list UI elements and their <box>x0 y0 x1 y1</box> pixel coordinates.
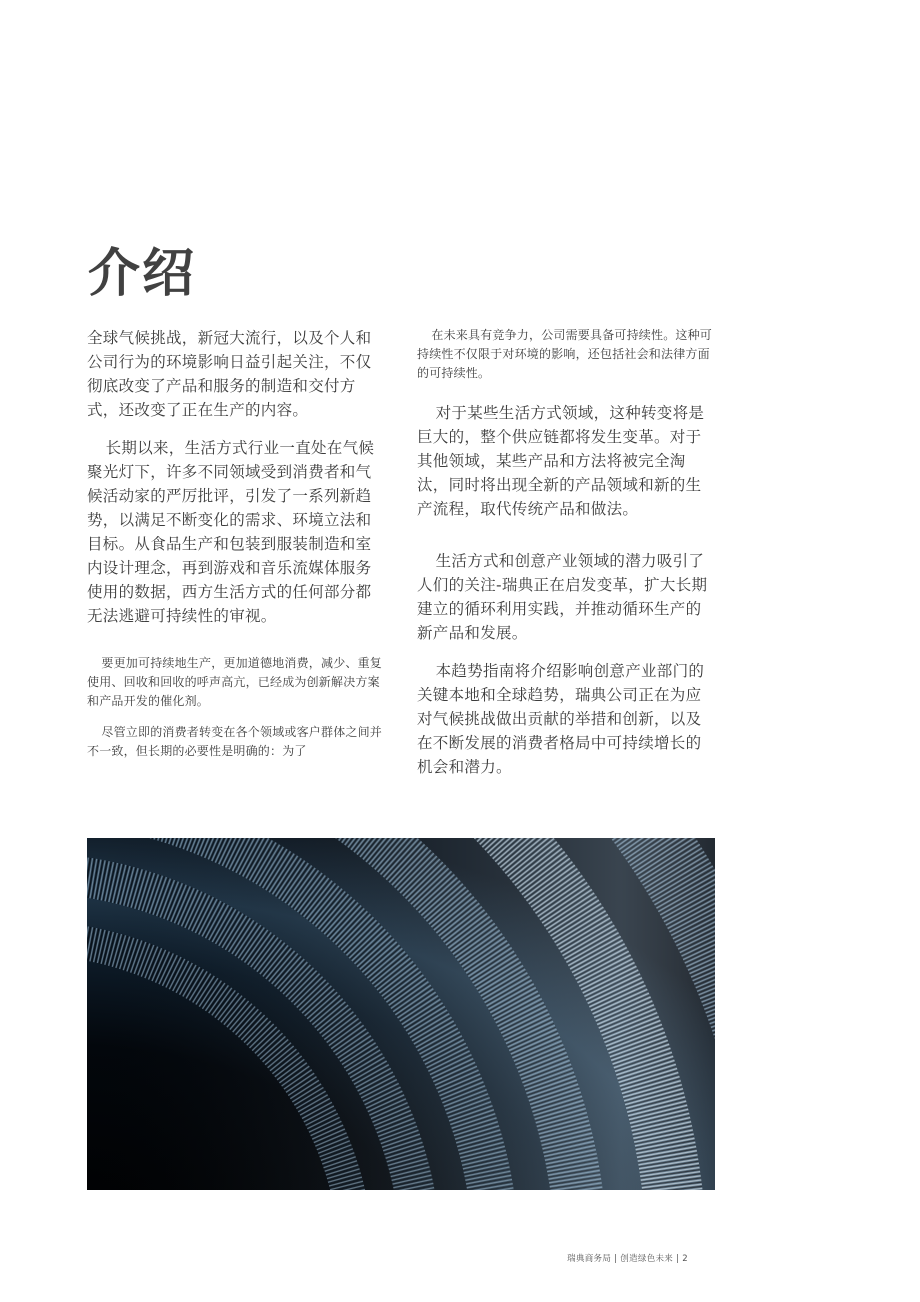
intro-paragraph-2: 长期以来，生活方式行业一直处在气候聚光灯下，许多不同领域受到消费者和气候活动家的严厉批评，引发了一系列新趋势，以满足不断变化的需求、环境立法和目标。从食品生产和包装到服装制造和室内设计理念，再到游戏和音乐流媒体服务使用的数据，西方生活方式的任何部分都无法逃避可持续性的审视。 <box>87 439 375 625</box>
turbine-photo <box>87 838 715 1190</box>
intro-paragraph-6: 对于某些生活方式领域，这种转变将是巨大的，整个供应链都将发生变革。对于其他领域，某些产品和方法将被完全淘汰，同时将出现全新的产品领域和新的生产流程，取代传统产品和做法。 <box>417 404 705 518</box>
page-footer: 瑞典商务局 | 创造绿色未来 | 2 <box>567 1254 688 1264</box>
left-text-column <box>87 326 383 761</box>
turbine-illustration <box>87 838 715 1190</box>
intro-paragraph-1: 全球气候挑战，新冠大流行，以及个人和公司行为的环境影响日益引起关注，不仅彻底改变了产品和服务的制造和交付方式，还改变了正在生产的内容。 <box>87 329 372 419</box>
intro-paragraph-8: 本趋势指南将介绍影响创意产业部门的关键本地和全球趋势，瑞典公司正在为应对气候挑战做出贡献的举措和创新，以及在不断发展的消费者格局中可持续增长的机会和潜力。 <box>417 662 705 776</box>
intro-paragraph-7: 生活方式和创意产业领域的潜力吸引了人们的关注-瑞典正在启发变革，扩大长期建立的循环利用实践，并推动循环生产的新产品和发展。 <box>417 552 708 642</box>
page-title: 介绍 <box>88 244 197 304</box>
intro-paragraph-5: 在未来具有竞争力，公司需要具备可持续性。这种可持续性不仅限于对环境的影响，还包括社会和法律方面的可持续性。 <box>417 328 712 380</box>
intro-paragraph-4: 尽管立即的消费者转变在各个领域或客户群体之间并不一致，但长期的必要性是明确的：为了 <box>87 725 382 758</box>
right-text-column <box>417 326 713 779</box>
intro-paragraph-3: 要更加可持续地生产，更加道德地消费，减少、重复使用、回收和回收的呼声高亢，已经成为创新解决方案和产品开发的催化剂。 <box>87 656 382 708</box>
